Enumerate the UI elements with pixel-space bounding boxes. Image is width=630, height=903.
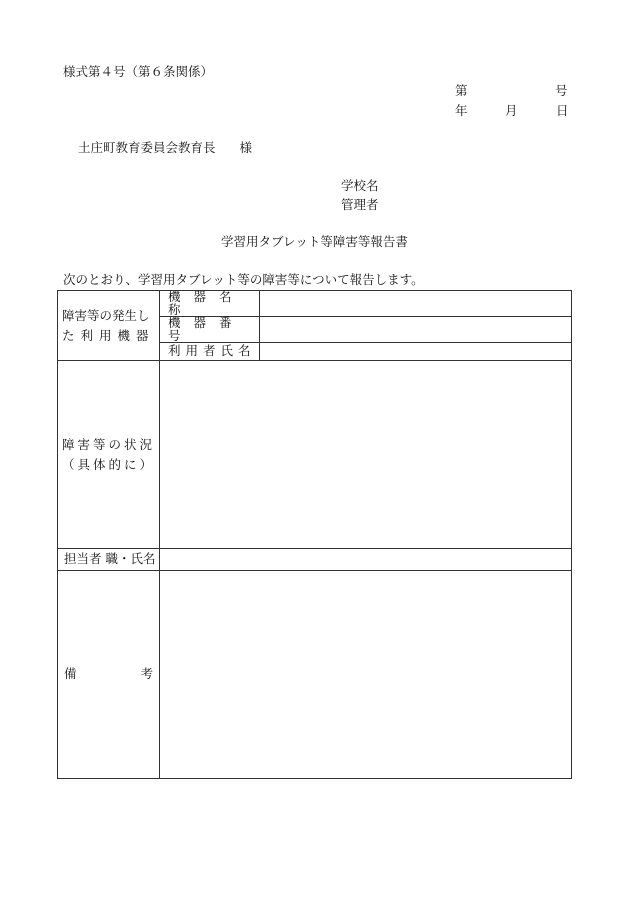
report-table [57,290,572,779]
device-number-field[interactable] [260,317,572,343]
status-header [58,361,160,549]
document-title: 学習用タブレット等障害等報告書 [221,234,408,249]
doc-number-suffix: 号 [555,83,568,98]
device-name-field[interactable] [260,291,572,317]
device-number-label: 機器番号 [168,315,245,343]
notes-header-char1: 備 [64,666,77,682]
date-month-label: 月 [505,103,518,118]
device-name-label-cell [160,291,260,317]
device-name-label: 機器名称 [168,289,245,317]
addressee-honorific: 様 [239,140,253,155]
school-label: 学校名 [341,178,379,193]
device-header [58,291,160,361]
status-header-line1: 障害等の状況 [61,436,155,452]
person-header: 担当者 職・氏名 [58,549,160,571]
form-number: 様式第４号（第６条関係） [63,64,214,79]
user-name-label: 利用者氏名 [168,343,256,359]
device-header-line1: 障害等の発生し [62,307,150,323]
table-row [58,361,572,549]
notes-header-char2: 考 [140,666,153,682]
person-field[interactable] [160,549,572,571]
intro-text: 次のとおり、学習用タブレット等の障害等について報告します。 [63,272,424,287]
table-row [58,549,572,571]
device-header-line2: た利用機器 [62,327,155,343]
date-day-label: 日 [556,103,569,118]
user-name-field[interactable] [260,343,572,361]
table-row [58,291,572,317]
device-number-label-cell [160,317,260,343]
notes-header [58,571,160,779]
status-header-line2: （具体的に） [61,456,155,472]
date-year-label: 年 [455,103,468,118]
table-row [58,571,572,779]
addressee [78,142,252,155]
doc-number-prefix: 第 [455,83,468,98]
manager-label: 管理者 [341,197,379,212]
user-name-label-cell [160,343,260,361]
status-field[interactable] [160,361,572,549]
addressee-name: 土庄町教育委員会教育長 [78,140,216,155]
notes-field[interactable] [160,571,572,779]
